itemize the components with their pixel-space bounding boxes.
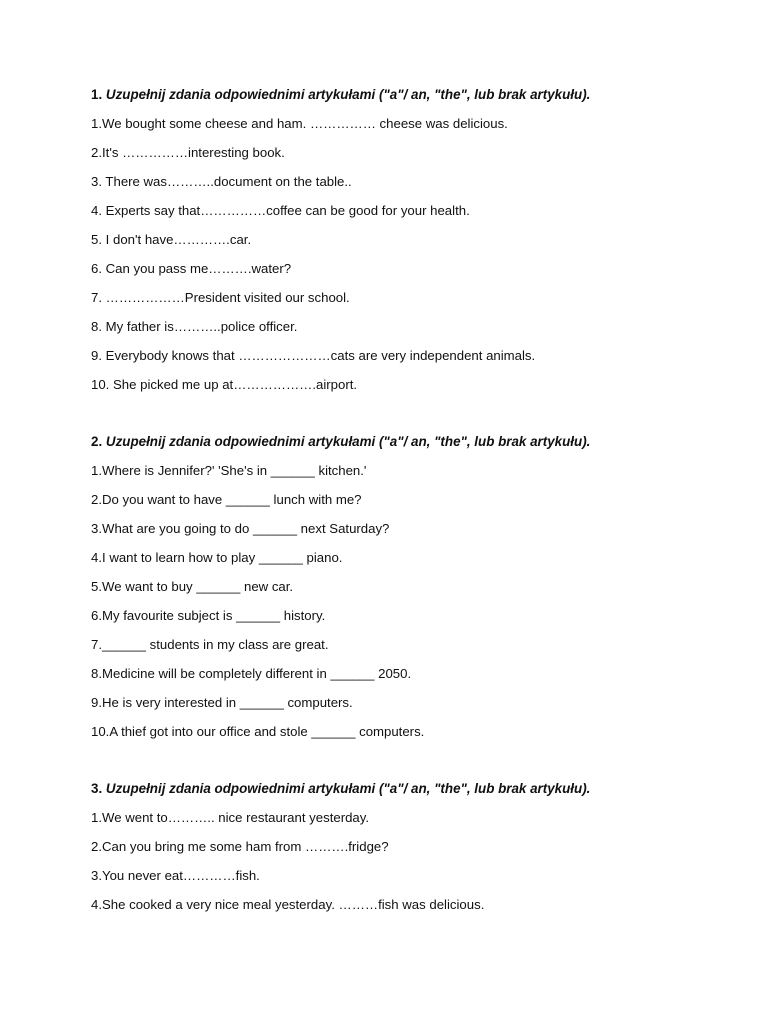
exercise-number: 1. [91,87,103,102]
exercise-item: 8. My father is………..police officer. [91,319,298,334]
exercise-list [91,452,731,742]
exercise-item: 3. There was………..document on the table.. [91,174,352,189]
exercise-item: 7. ………………President visited our school. [91,290,350,305]
exercise-instruction: Uzupełnij zdania odpowiednimi artykułami ("a"/ an, "the", lub brak artykułu). [105,434,591,449]
exercise-number: 3. [91,781,103,796]
exercise-item: 7.______ students in my class are great. [91,637,329,652]
exercise-instruction: Uzupełnij zdania odpowiednimi artykułami ("a"/ an, "the", lub brak artykułu). [105,87,591,102]
exercise-item: 3.You never eat…………fish. [91,868,260,883]
exercise-list [91,799,731,915]
exercise-item: 4.She cooked a very nice meal yesterday. ………fish was delicious. [91,897,485,912]
exercise-item: 4.I want to learn how to play ______ piano. [91,550,343,565]
exercise-item: 5.We want to buy ______ new car. [91,579,294,594]
exercise-item: 1.We went to……….. nice restaurant yesterday. [91,810,370,825]
exercise-instruction: Uzupełnij zdania odpowiednimi artykułami ("a"/ an, "the", lub brak artykułu). [105,781,591,796]
exercise-section-1 [91,85,731,395]
exercise-item: 4. Experts say that……………coffee can be good for your health. [91,203,470,218]
exercise-number: 2. [91,434,103,449]
exercise-heading [91,779,731,799]
exercise-item: 2.Do you want to have ______ lunch with me? [91,492,362,507]
exercise-item: 1.We bought some cheese and ham. …………… cheese was delicious. [91,116,508,131]
exercise-heading [91,432,731,452]
exercise-section-3 [91,779,731,915]
exercise-item: 5. I don't have………….car. [91,232,252,247]
exercise-item: 9.He is very interested in ______ computers. [91,695,353,710]
exercise-item: 8.Medicine will be completely different in ______ 2050. [91,666,412,681]
exercise-item: 6. Can you pass me……….water? [91,261,292,276]
exercise-item: 1.Where is Jennifer?' 'She's in ______ kitchen.' [91,463,367,478]
exercise-item: 10. She picked me up at……………….airport. [91,377,358,392]
exercise-item: 6.My favourite subject is ______ history. [91,608,326,623]
exercise-item: 10.A thief got into our office and stole ______ computers. [91,724,425,739]
exercise-list [91,105,731,395]
exercise-section-2 [91,432,731,742]
exercise-item: 9. Everybody knows that …………………cats are very independent animals. [91,348,536,363]
exercise-item: 2.Can you bring me some ham from ……….fridge? [91,839,389,854]
exercise-item: 2.It's ……………interesting book. [91,145,285,160]
exercise-heading [91,85,731,105]
exercise-item: 3.What are you going to do ______ next Saturday? [91,521,390,536]
